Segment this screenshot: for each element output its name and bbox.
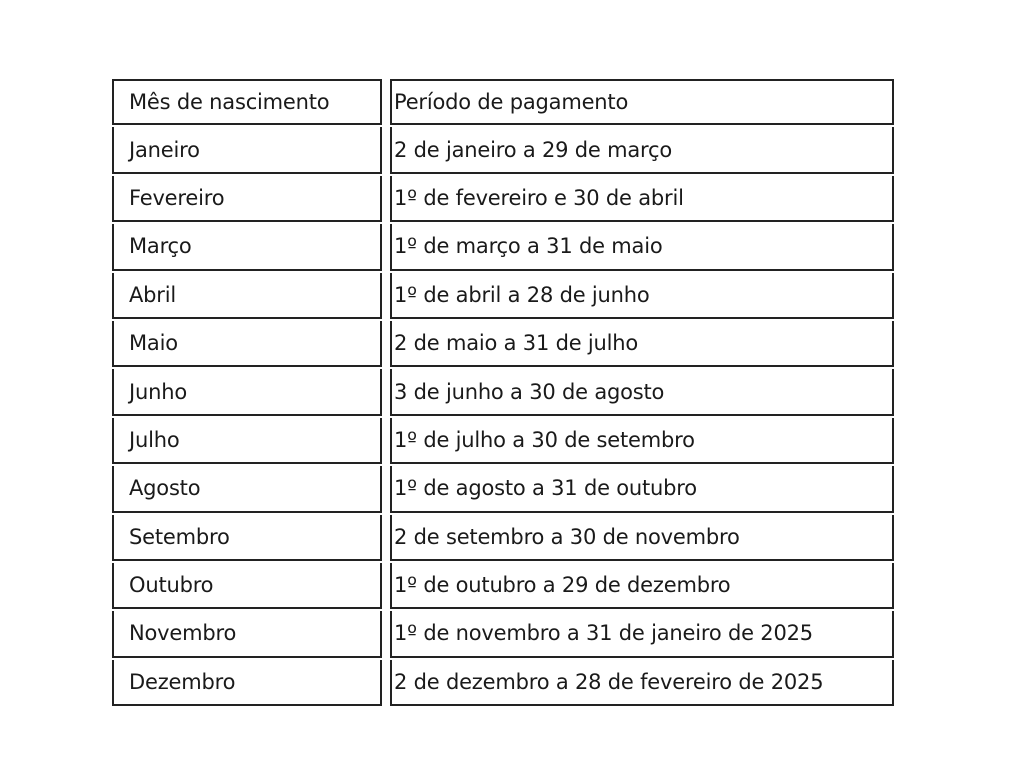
table-row <box>112 273 894 319</box>
period-cell: 3 de junho a 30 de agosto <box>390 369 894 415</box>
table-row <box>112 321 894 367</box>
table-row <box>112 176 894 222</box>
month-cell: Setembro <box>112 515 382 561</box>
month-cell: Agosto <box>112 466 382 512</box>
table-row <box>112 660 894 706</box>
month-cell: Outubro <box>112 563 382 609</box>
table-row <box>112 515 894 561</box>
period-cell: 1º de fevereiro e 30 de abril <box>390 176 894 222</box>
period-cell: 2 de maio a 31 de julho <box>390 321 894 367</box>
month-cell: Novembro <box>112 611 382 657</box>
period-cell: 2 de setembro a 30 de novembro <box>390 515 894 561</box>
month-cell: Abril <box>112 273 382 319</box>
header-birth-month: Mês de nascimento <box>112 79 382 125</box>
table-row <box>112 418 894 464</box>
month-cell: Fevereiro <box>112 176 382 222</box>
table-row <box>112 466 894 512</box>
period-cell: 1º de julho a 30 de setembro <box>390 418 894 464</box>
table-row <box>112 369 894 415</box>
payment-schedule-table <box>112 79 894 708</box>
table-row <box>112 224 894 270</box>
month-cell: Março <box>112 224 382 270</box>
table-row <box>112 611 894 657</box>
period-cell: 1º de outubro a 29 de dezembro <box>390 563 894 609</box>
period-cell: 1º de março a 31 de maio <box>390 224 894 270</box>
period-cell: 2 de dezembro a 28 de fevereiro de 2025 <box>390 660 894 706</box>
period-cell: 1º de novembro a 31 de janeiro de 2025 <box>390 611 894 657</box>
table-header-row <box>112 79 894 125</box>
month-cell: Dezembro <box>112 660 382 706</box>
month-cell: Janeiro <box>112 127 382 173</box>
month-cell: Maio <box>112 321 382 367</box>
header-payment-period: Período de pagamento <box>390 79 894 125</box>
period-cell: 1º de agosto a 31 de outubro <box>390 466 894 512</box>
month-cell: Junho <box>112 369 382 415</box>
table-row <box>112 563 894 609</box>
period-cell: 1º de abril a 28 de junho <box>390 273 894 319</box>
period-cell: 2 de janeiro a 29 de março <box>390 127 894 173</box>
table-row <box>112 127 894 173</box>
month-cell: Julho <box>112 418 382 464</box>
